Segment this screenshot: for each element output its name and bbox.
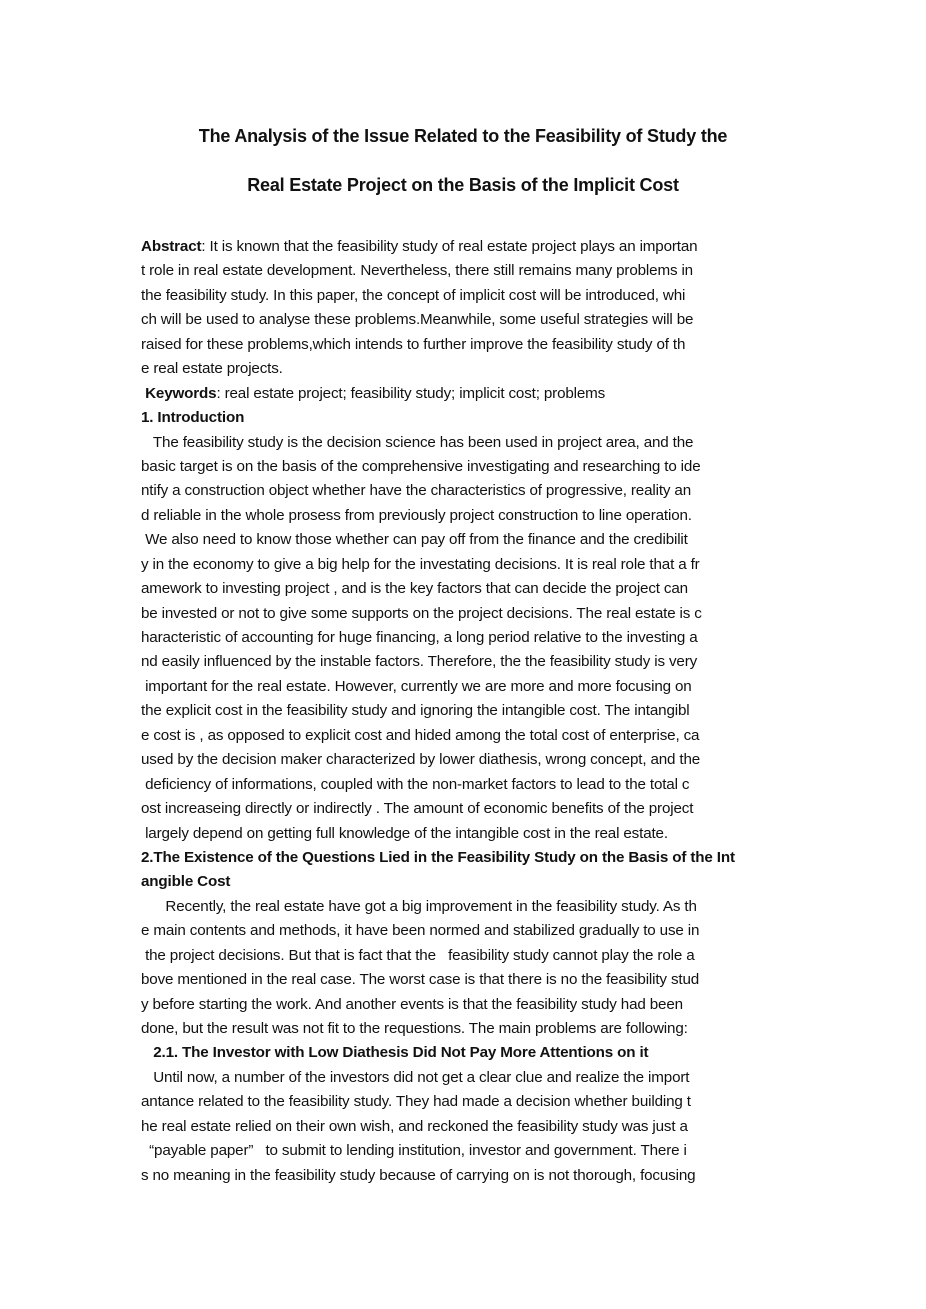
section-2-1-paragraph xyxy=(141,1066,791,1188)
paragraph-line: y in the economy to give a big help for the investating decisions. It is real role that a fr xyxy=(141,555,700,573)
paragraph-line: basic target is on the basis of the comprehensive investigating and researching to ide xyxy=(141,457,701,475)
paragraph-line: important for the real estate. However, currently we are more and more focusing on xyxy=(141,677,692,695)
paragraph-line: y before starting the work. And another events is that the feasibility study had been xyxy=(141,995,683,1013)
paragraph-line: he real estate relied on their own wish, and reckoned the feasibility study was just a xyxy=(141,1117,688,1135)
abstract-text: : It is known that the feasibility study of real estate project plays an importan xyxy=(201,238,698,255)
paragraph-line: s no meaning in the feasibility study because of carrying on is not thorough, focusing xyxy=(141,1166,696,1184)
section-heading-2-cont: angible Cost xyxy=(141,873,231,891)
paragraph-line: The feasibility study is the decision science has been used in project area, and the xyxy=(141,433,694,451)
paragraph-line: haracteristic of accounting for huge financing, a long period relative to the investing a xyxy=(141,629,698,646)
paper-body xyxy=(141,235,791,1188)
abstract-label: Abstract xyxy=(141,238,202,255)
paragraph-line: We also need to know those whether can pay off from the finance and the credibilit xyxy=(141,531,688,549)
paragraph-line: the project decisions. But that is fact that the feasibility study cannot play the role a xyxy=(141,946,695,964)
paragraph-line: used by the decision maker characterized by lower diathesis, wrong concept, and the xyxy=(141,751,701,769)
keywords xyxy=(141,382,791,406)
abstract-line: raised for these problems,which intends to further improve the feasibility study of th xyxy=(141,335,686,353)
keywords-label: Keywords xyxy=(145,384,217,402)
abstract-line: e real estate projects. xyxy=(141,360,283,378)
section-heading-introduction: 1. Introduction xyxy=(141,409,245,427)
paragraph-line: largely depend on getting full knowledge of the intangible cost in the real estate. xyxy=(141,824,668,842)
abstract-line: the feasibility study. In this paper, the concept of implicit cost will be introduced, whi xyxy=(141,286,686,304)
paragraph-line: nd easily influenced by the instable factors. Therefore, the the feasibility study is very xyxy=(141,653,698,671)
abstract-line: ch will be used to analyse these problems.Meanwhile, some useful strategies will be xyxy=(141,311,694,329)
abstract-line xyxy=(141,235,791,259)
paragraph-line: e main contents and methods, it have been normed and stabilized gradually to use in xyxy=(141,922,700,940)
keywords-text: : real estate project; feasibility study; implicit cost; problems xyxy=(216,384,606,402)
paragraph-line: amework to investing project , and is the key factors that can decide the project can xyxy=(141,580,688,598)
abstract-line: t role in real estate development. Nevertheless, there still remains many problems in xyxy=(141,262,693,280)
paragraph-line: be invested or not to give some supports on the project decisions. The real estate is c xyxy=(141,604,702,622)
paragraph-line: d reliable in the whole prosess from previously project construction to line operation. xyxy=(141,506,692,524)
paragraph-line: “payable paper” to submit to lending institution, investor and government. There i xyxy=(141,1142,687,1160)
paragraph-line: deficiency of informations, coupled with the non-market factors to lead to the total c xyxy=(141,775,690,793)
section-heading-2: 2.The Existence of the Questions Lied in the Feasibility Study on the Basis of the Int xyxy=(141,848,735,866)
paragraph-line: bove mentioned in the real case. The worst case is that there is no the feasibility stud xyxy=(141,971,700,989)
paragraph-line: ntify a construction object whether have the characteristics of progressive, reality an xyxy=(141,482,692,500)
paragraph-line: Recently, the real estate have got a big improvement in the feasibility study. As th xyxy=(141,897,697,915)
paragraph-line: the explicit cost in the feasibility study and ignoring the intangible cost. The intangibl xyxy=(141,702,690,720)
paragraph-line: done, but the result was not fit to the requestions. The main problems are following: xyxy=(141,1020,688,1037)
paragraph-line: ost increaseing directly or indirectly . The amount of economic benefits of the project xyxy=(141,800,694,818)
paper-title-line-2: Real Estate Project on the Basis of the Implicit Cost xyxy=(247,175,679,195)
abstract xyxy=(141,235,791,382)
paragraph-line: e cost is , as opposed to explicit cost and hided among the total cost of enterprise, ca xyxy=(141,726,700,744)
subsection-heading-2-1: 2.1. The Investor with Low Diathesis Did Not Pay More Attentions on it xyxy=(141,1044,649,1062)
paragraph-line: antance related to the feasibility study. They had made a decision whether building t xyxy=(141,1093,691,1111)
paper-title-line-1: The Analysis of the Issue Related to the Feasibility of Study the xyxy=(198,126,728,146)
introduction-paragraph xyxy=(141,431,791,846)
section-2-paragraph xyxy=(141,895,791,1042)
paragraph-line: Until now, a number of the investors did not get a clear clue and realize the import xyxy=(141,1068,690,1086)
